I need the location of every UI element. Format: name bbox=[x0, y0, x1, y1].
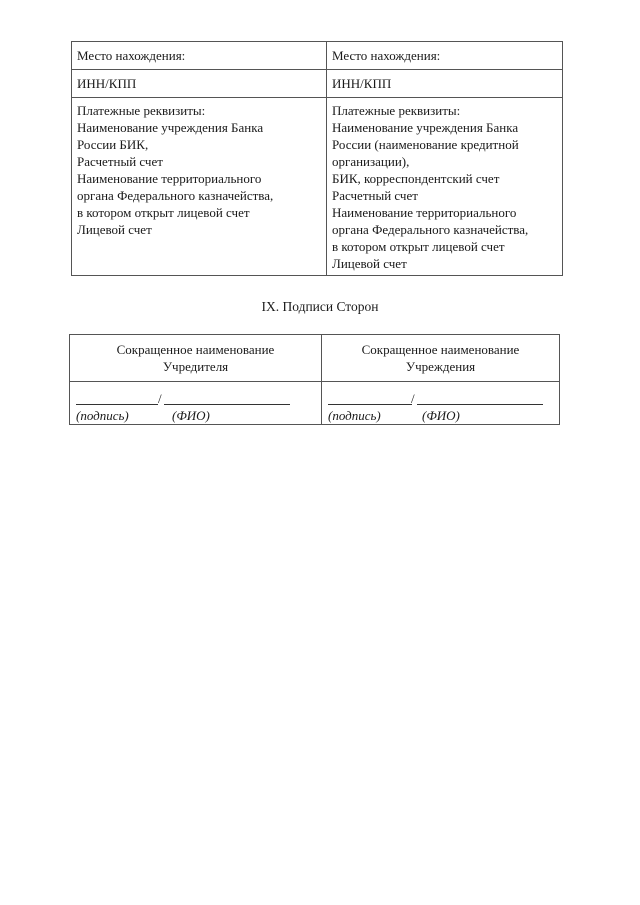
location-row bbox=[72, 42, 563, 70]
founder-payment-line: Платежные реквизиты: bbox=[77, 103, 206, 118]
requisites-table bbox=[71, 41, 563, 276]
founder-payment-line: Наименование территориального bbox=[77, 171, 262, 186]
institution-heading-line: Учреждения bbox=[405, 359, 476, 374]
section-title: IX. Подписи Сторон bbox=[261, 299, 379, 314]
signatures-table bbox=[69, 334, 560, 425]
founder-heading-line: Учредителя bbox=[162, 359, 229, 374]
founder-payment-line: Лицевой счет bbox=[77, 222, 152, 237]
founder-inn-label: ИНН/КПП bbox=[77, 76, 137, 91]
institution-inn-cell bbox=[327, 70, 563, 98]
institution-signature-slash: / bbox=[411, 391, 415, 406]
institution-signature-line bbox=[328, 404, 412, 405]
institution-location-label: Место нахождения: bbox=[332, 48, 441, 63]
founder-signature-cell bbox=[70, 382, 322, 425]
founder-name-line bbox=[164, 404, 290, 405]
founder-payment-line: в котором открыт лицевой счет bbox=[77, 205, 250, 220]
institution-signature-cell bbox=[322, 382, 560, 425]
founder-signature-line bbox=[76, 404, 158, 405]
founder-payment-line: Наименование учреждения Банка bbox=[77, 120, 264, 135]
institution-payment-line: России (наименование кредитной bbox=[332, 137, 519, 152]
founder-name-caption: (ФИО) bbox=[172, 408, 210, 423]
institution-heading-line: Сокращенное наименование bbox=[361, 342, 520, 357]
institution-inn-label: ИНН/КПП bbox=[332, 76, 392, 91]
founder-inn-cell bbox=[72, 70, 327, 98]
signature-row bbox=[70, 382, 560, 425]
founder-heading-line: Сокращенное наименование bbox=[116, 342, 275, 357]
inn-row bbox=[72, 70, 563, 98]
institution-payment-line: Наименование территориального bbox=[332, 205, 517, 220]
institution-name-caption: (ФИО) bbox=[422, 408, 460, 423]
founder-signature-slash: / bbox=[158, 391, 162, 406]
institution-signature-caption: (подпись) bbox=[328, 408, 381, 423]
founder-heading-cell bbox=[70, 335, 322, 382]
founder-payment-line: органа Федерального казначейства, bbox=[77, 188, 274, 203]
payment-details-row bbox=[72, 98, 563, 276]
institution-payment-line: органа Федерального казначейства, bbox=[332, 222, 529, 237]
institution-payment-line: Расчетный счет bbox=[332, 188, 418, 203]
institution-payment-line: Лицевой счет bbox=[332, 256, 407, 271]
founder-payment-line: Расчетный счет bbox=[77, 154, 163, 169]
institution-payment-line: Наименование учреждения Банка bbox=[332, 120, 519, 135]
institution-location-cell bbox=[327, 42, 563, 70]
institution-payment-line: БИК, корреспондентский счет bbox=[332, 171, 500, 186]
institution-payment-line: в котором открыт лицевой счет bbox=[332, 239, 505, 254]
founder-payment-cell bbox=[72, 98, 327, 276]
institution-payment-line: организации), bbox=[332, 154, 410, 169]
founder-location-cell bbox=[72, 42, 327, 70]
founder-signature-caption: (подпись) bbox=[76, 408, 129, 423]
institution-payment-cell bbox=[327, 98, 563, 276]
founder-location-label: Место нахождения: bbox=[77, 48, 186, 63]
institution-name-line bbox=[417, 404, 543, 405]
institution-heading-cell bbox=[322, 335, 560, 382]
founder-payment-line: России БИК, bbox=[77, 137, 149, 152]
institution-payment-line: Платежные реквизиты: bbox=[332, 103, 461, 118]
signatures-heading-row bbox=[70, 335, 560, 382]
